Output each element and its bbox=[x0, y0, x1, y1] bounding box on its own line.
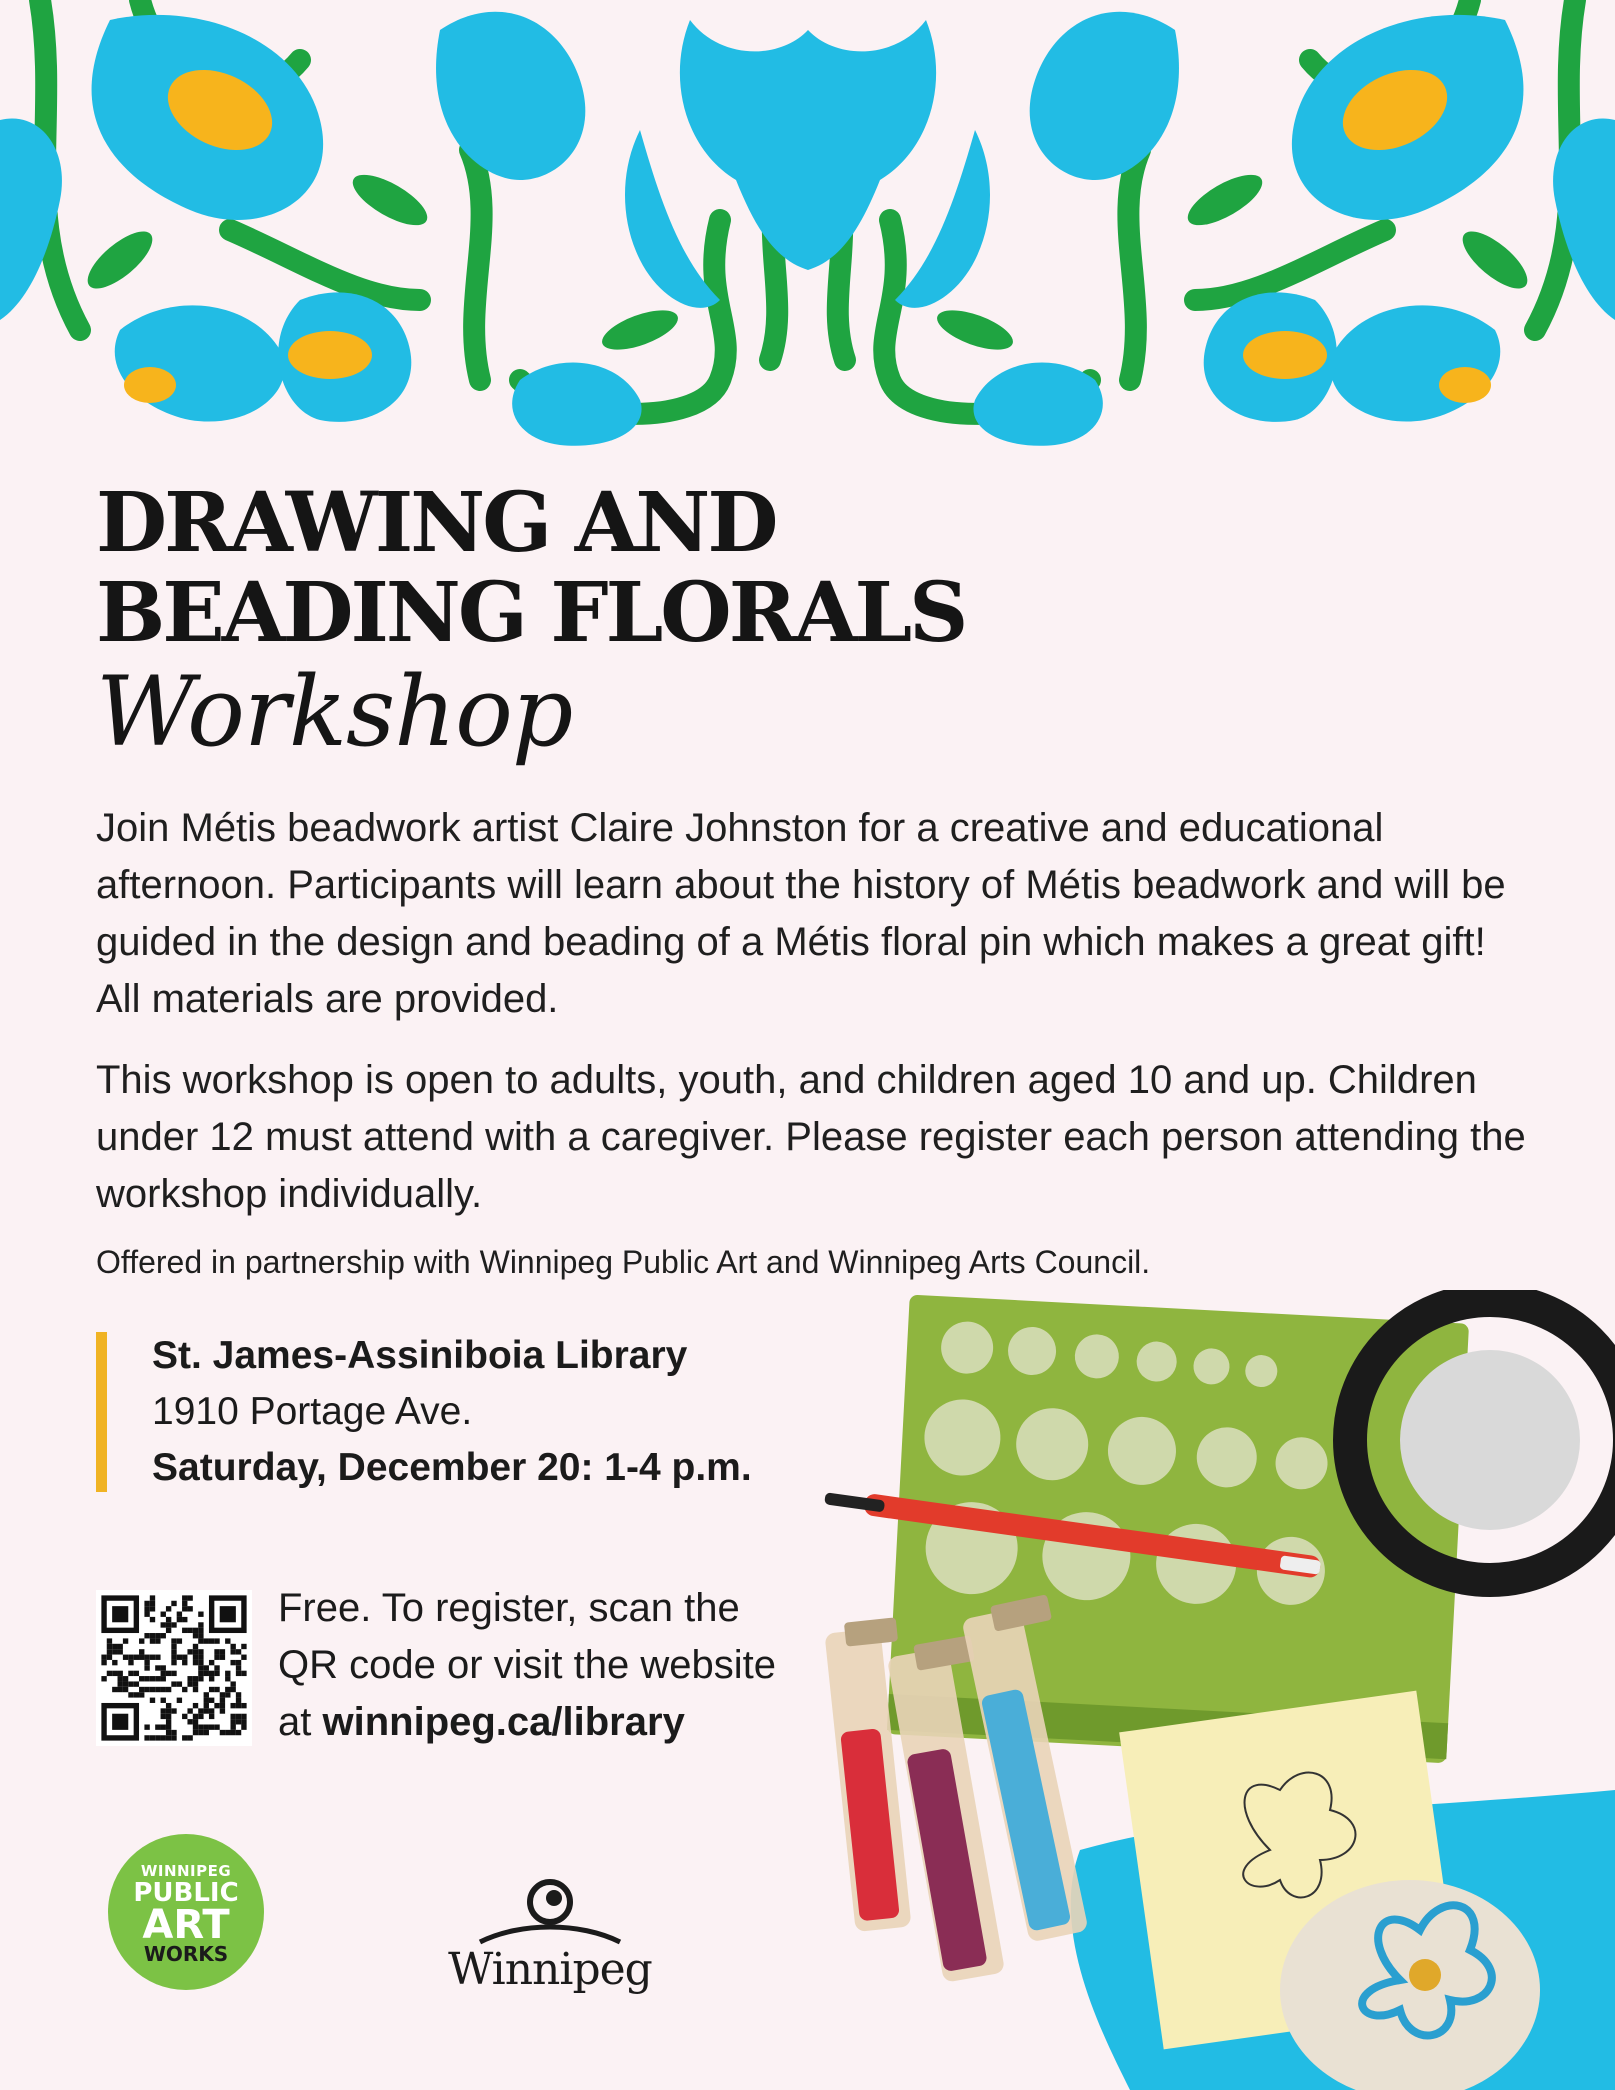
registration-line-2: QR code or visit the website bbox=[278, 1643, 776, 1687]
registration-line-3 bbox=[278, 1694, 776, 1751]
location-accent-bar bbox=[96, 1332, 107, 1492]
location-name: St. James-Assiniboia Library bbox=[152, 1334, 688, 1377]
description-paragraph-1: Join Métis beadwork artist Claire Johnston for a creative and educational afternoon. Participants will learn about the history of Métis beadwork and will be guided in the design and beading of a Métis floral pin which makes a great gift! All materials are provided. bbox=[96, 806, 1506, 1021]
public-art-line-4: WORKS bbox=[143, 1942, 229, 1966]
location-block bbox=[152, 1328, 752, 1496]
winnipeg-wordmark: Winnipeg bbox=[448, 1944, 652, 1995]
registration-line-1: Free. To register, scan the bbox=[278, 1586, 740, 1630]
registration-prefix: at bbox=[278, 1700, 323, 1744]
public-art-works-logo-text bbox=[108, 1862, 264, 1964]
public-art-line-2: PUBLIC bbox=[133, 1878, 239, 1908]
title-line-3: Workshop bbox=[96, 656, 573, 768]
floral-banner bbox=[0, 0, 1615, 450]
public-art-line-3: ART bbox=[142, 1902, 230, 1948]
description-paragraph-2: This workshop is open to adults, youth, and children aged 10 and up. Children under 12 must attend with a caregiver. Please register each person attending the workshop individually. bbox=[96, 1058, 1526, 1216]
location-address: 1910 Portage Ave. bbox=[152, 1390, 473, 1433]
title-line-2: BEADING FLORALS bbox=[96, 565, 966, 661]
public-art-line-1: WINNIPEG bbox=[140, 1862, 232, 1880]
title-line-1: DRAWING AND bbox=[96, 475, 776, 571]
event-title bbox=[96, 475, 1096, 768]
registration-link[interactable]: winnipeg.ca/library bbox=[322, 1700, 685, 1744]
registration-info bbox=[278, 1580, 776, 1751]
partnership-note: Offered in partnership with Winnipeg Public Art and Winnipeg Arts Council. bbox=[96, 1244, 1151, 1280]
event-datetime: Saturday, December 20: 1-4 p.m. bbox=[152, 1446, 752, 1489]
beading-supplies-photo bbox=[800, 1290, 1615, 2090]
qr-code-icon[interactable] bbox=[96, 1590, 252, 1746]
